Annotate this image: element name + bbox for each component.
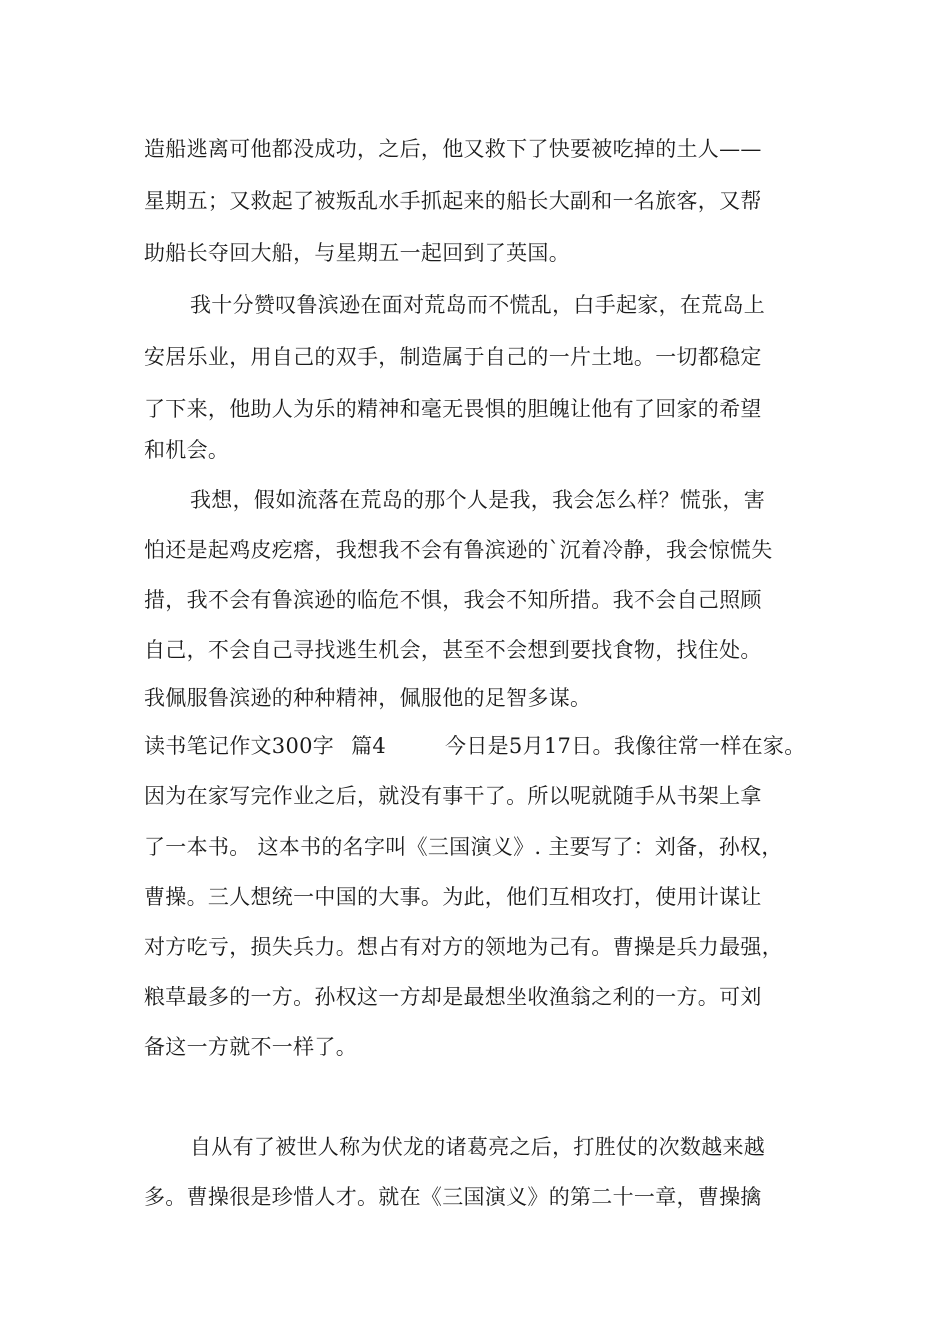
text-line: 我佩服鲁滨逊的种种精神，佩服他的足智多谋。: [144, 686, 592, 710]
text-line: 星期五；又救起了被叛乱水手抓起来的船长大副和一名旅客，又帮: [144, 189, 762, 213]
paragraph-first-line: 我十分赞叹鲁滨逊在面对荒岛而不慌乱，白手起家，在荒岛上: [190, 293, 766, 317]
text-line: 因为在家写完作业之后，就没有事干了。所以呢就随手从书架上拿: [144, 784, 762, 808]
text-line: 了下来，他助人为乐的精神和毫无畏惧的胆魄让他有了回家的希望: [144, 397, 762, 421]
text-line: 造船逃离可他都没成功，之后，他又救下了快要被吃掉的土人——: [144, 137, 762, 161]
text-line: 多。曹操很是珍惜人才。就在《三国演义》的第二十一章，曹操擒: [144, 1185, 762, 1209]
text-line: 安居乐业，用自己的双手，制造属于自己的一片土地。一切都稳定: [144, 345, 762, 369]
text-line: 备这一方就不一样了。: [144, 1035, 357, 1059]
text-line: 怕还是起鸡皮疙瘩，我想我不会有鲁滨逊的`沉着冷静，我会惊慌失: [144, 538, 773, 562]
text-line: 了一本书。 这本书的名字叫《三国演义》. 主要写了：刘备，孙权，: [144, 835, 783, 859]
text-line: 粮草最多的一方。孙权这一方却是最想坐收渔翁之利的一方。可刘: [144, 985, 762, 1009]
text-line: 曹操。三人想统一中国的大事。为此，他们互相攻打，使用计谋让: [144, 885, 762, 909]
paragraph-first-line: 我想，假如流落在荒岛的那个人是我，我会怎么样？慌张，害: [190, 488, 766, 512]
paragraph-first-line: 自从有了被世人称为伏龙的诸葛亮之后，打胜仗的次数越来越: [190, 1135, 766, 1159]
essay-number: 篇4: [351, 734, 387, 758]
text-line: 自己，不会自己寻找逃生机会，甚至不会想到要找食物，找住处。: [144, 638, 762, 662]
essay-title: 读书笔记作文300字: [144, 734, 335, 758]
essay-first-sentence: 今日是5月17日。我像往常一样在家。: [445, 734, 806, 758]
text-line: 和机会。: [144, 438, 230, 462]
text-line: 助船长夺回大船，与星期五一起回到了英国。: [144, 241, 570, 265]
text-line: 对方吃亏，损失兵力。想占有对方的领地为己有。曹操是兵力最强，: [144, 935, 783, 959]
text-line: 措，我不会有鲁滨逊的临危不惧，我会不知所措。我不会自己照顾: [144, 588, 762, 612]
essay-heading-line: [144, 724, 824, 768]
